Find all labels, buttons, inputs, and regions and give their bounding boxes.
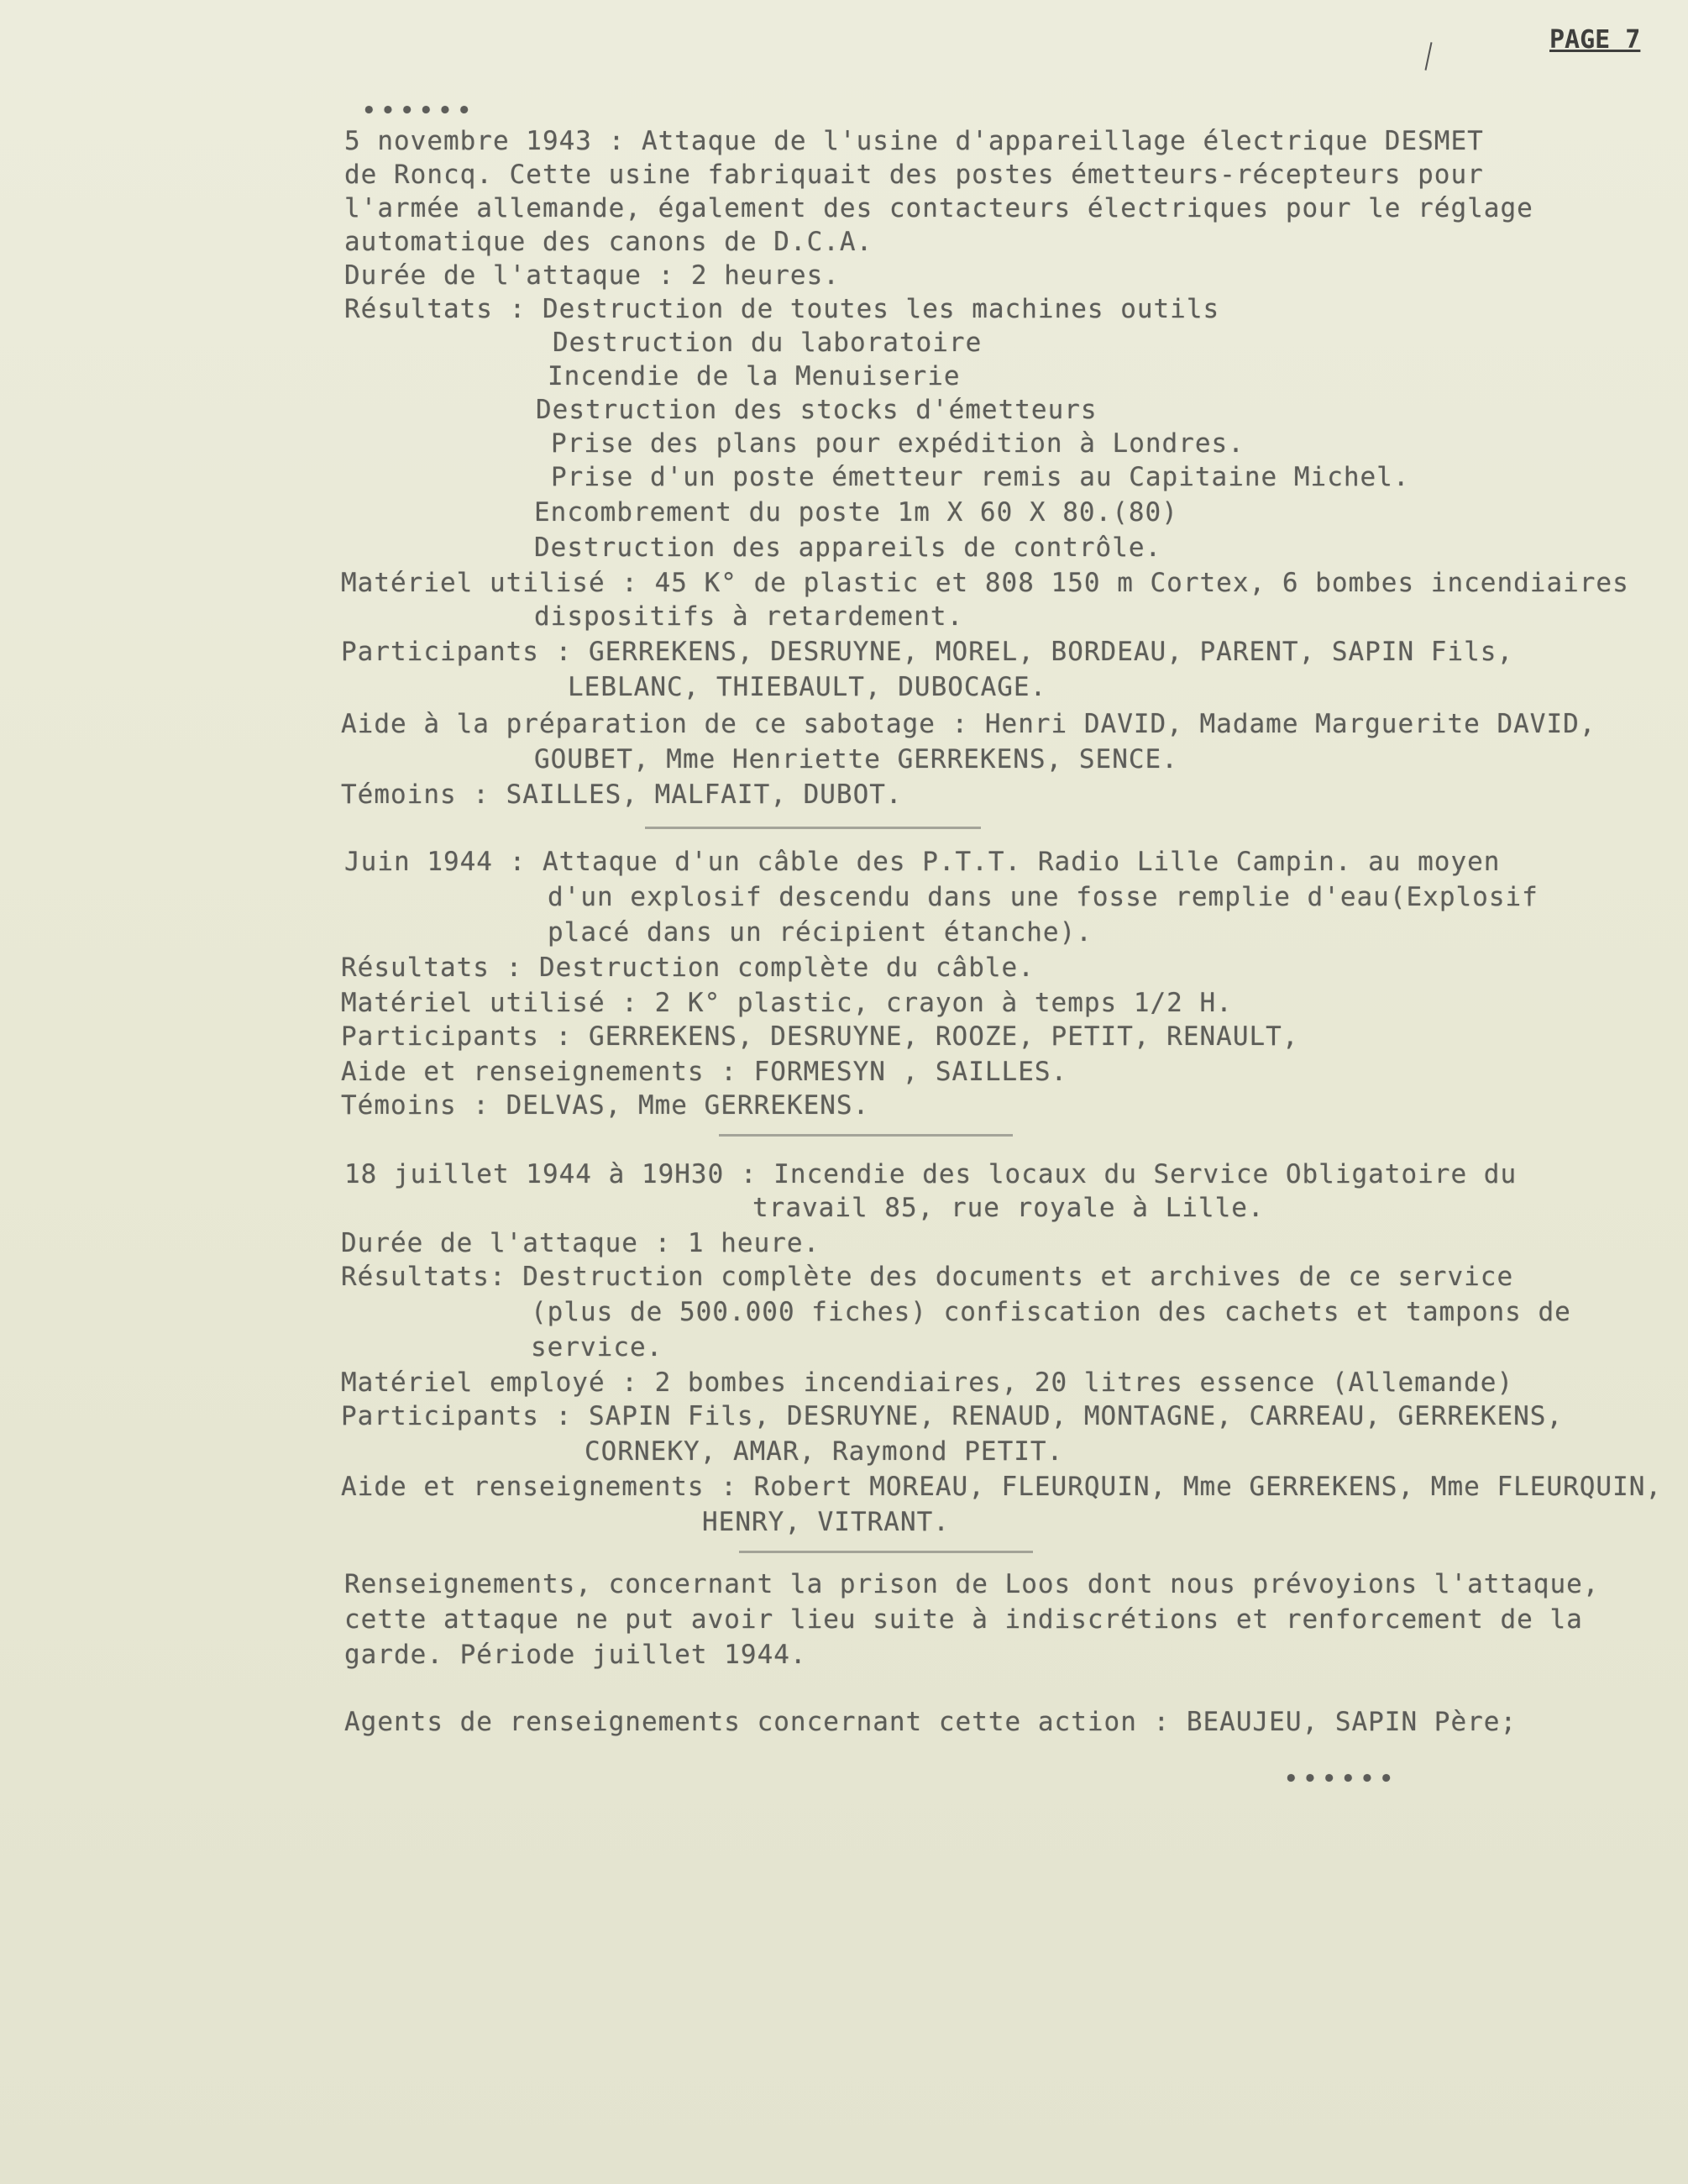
entry-3-result-3: service. bbox=[531, 1332, 663, 1362]
entry-3-duration: Durée de l'attaque : 1 heure. bbox=[341, 1228, 820, 1258]
entry-3-aide-1: Aide et renseignements : Robert MOREAU, FLEURQUIN, Mme GERREKENS, Mme FLEURQUIN, bbox=[341, 1472, 1663, 1502]
entry-1-result-5: Prise des plans pour expédition à Londres. bbox=[551, 428, 1245, 459]
entry-3-result-2: (plus de 500.000 fiches) confiscation des cachets et tampons de bbox=[531, 1297, 1571, 1327]
entry-1-line-1: 5 novembre 1943 : Attaque de l'usine d'appareillage électrique DESMET bbox=[344, 126, 1484, 156]
separator-stars-bottom: •••••• bbox=[1283, 1764, 1397, 1794]
entry-1-duration: Durée de l'attaque : 2 heures. bbox=[344, 260, 840, 291]
entry-2-material: Matériel utilisé : 2 K° plastic, crayon à temps 1/2 H. bbox=[341, 988, 1233, 1018]
entry-1-participants-2: LEBLANC, THIEBAULT, DUBOCAGE. bbox=[568, 672, 1047, 702]
entry-3-participants-2: CORNEKY, AMAR, Raymond PETIT. bbox=[585, 1436, 1064, 1467]
divider-2 bbox=[719, 1134, 1013, 1137]
entry-2-line-2: d'un explosif descendu dans une fosse remplie d'eau(Explosif bbox=[548, 882, 1539, 912]
entry-1-line-3: l'armée allemande, également des contacteurs électriques pour le réglage bbox=[344, 193, 1533, 223]
entry-1-line-4: automatique des canons de D.C.A. bbox=[344, 227, 873, 257]
agents-line: Agents de renseignements concernant cette action : BEAUJEU, SAPIN Père; bbox=[344, 1707, 1518, 1737]
entry-1-material-1: Matériel utilisé : 45 K° de plastic et 808 150 m Cortex, 6 bombes incendiaires bbox=[341, 568, 1629, 598]
entry-1-result-2: Destruction du laboratoire bbox=[553, 328, 983, 358]
divider-1 bbox=[645, 827, 981, 829]
entry-1-result-7: Encombrement du poste 1m X 60 X 80.(80) bbox=[534, 497, 1178, 528]
entry-2-participants: Participants : GERREKENS, DESRUYNE, ROOZE, PETIT, RENAULT, bbox=[341, 1021, 1299, 1052]
entry-3-line-2: travail 85, rue royale à Lille. bbox=[752, 1193, 1265, 1223]
entry-1-result-1: Résultats : Destruction de toutes les machines outils bbox=[344, 294, 1220, 324]
entry-3-line-1: 18 juillet 1944 à 19H30 : Incendie des locaux du Service Obligatoire du bbox=[344, 1159, 1518, 1189]
entry-3-material: Matériel employé : 2 bombes incendiaires, 20 litres essence (Allemande) bbox=[341, 1368, 1514, 1398]
entry-1-aide-2: GOUBET, Mme Henriette GERREKENS, SENCE. bbox=[534, 744, 1178, 774]
prison-note-line-2: cette attaque ne put avoir lieu suite à indiscrétions et renforcement de la bbox=[344, 1604, 1583, 1635]
entry-1-aide-1: Aide à la préparation de ce sabotage : Henri DAVID, Madame Marguerite DAVID, bbox=[341, 709, 1596, 739]
entry-1-participants-1: Participants : GERREKENS, DESRUYNE, MOREL, BORDEAU, PARENT, SAPIN Fils, bbox=[341, 637, 1514, 667]
page-number: PAGE 7 bbox=[1549, 25, 1641, 55]
entry-1-line-2: de Roncq. Cette usine fabriquait des postes émetteurs-récepteurs pour bbox=[344, 160, 1484, 190]
entry-2-aide: Aide et renseignements : FORMESYN , SAILLES. bbox=[341, 1057, 1068, 1087]
entry-2-results: Résultats : Destruction complète du câble. bbox=[341, 953, 1035, 983]
entry-1-material-2: dispositifs à retardement. bbox=[534, 601, 964, 632]
entry-1-result-6: Prise d'un poste émetteur remis au Capitaine Michel. bbox=[551, 462, 1410, 492]
entry-3-aide-2: HENRY, VITRANT. bbox=[702, 1507, 950, 1537]
separator-stars-top: •••••• bbox=[361, 96, 475, 126]
entry-1-witnesses: Témoins : SAILLES, MALFAIT, DUBOT. bbox=[341, 780, 903, 810]
entry-1-result-8: Destruction des appareils de contrôle. bbox=[534, 533, 1162, 563]
divider-3 bbox=[739, 1551, 1033, 1553]
entry-2-line-1: Juin 1944 : Attaque d'un câble des P.T.T. Radio Lille Campin. au moyen bbox=[344, 847, 1501, 877]
entry-2-witnesses: Témoins : DELVAS, Mme GERREKENS. bbox=[341, 1090, 870, 1121]
entry-1-result-4: Destruction des stocks d'émetteurs bbox=[536, 395, 1098, 425]
entry-3-result-1: Résultats: Destruction complète des documents et archives de ce service bbox=[341, 1262, 1514, 1292]
prison-note-line-3: garde. Période juillet 1944. bbox=[344, 1640, 807, 1670]
pen-mark bbox=[1424, 42, 1432, 71]
entry-2-line-3: placé dans un récipient étanche). bbox=[548, 917, 1093, 948]
prison-note-line-1: Renseignements, concernant la prison de Loos dont nous prévoyions l'attaque, bbox=[344, 1569, 1600, 1599]
entry-3-participants-1: Participants : SAPIN Fils, DESRUYNE, RENAUD, MONTAGNE, CARREAU, GERREKENS, bbox=[341, 1401, 1564, 1431]
entry-1-result-3: Incendie de la Menuiserie bbox=[548, 361, 961, 391]
